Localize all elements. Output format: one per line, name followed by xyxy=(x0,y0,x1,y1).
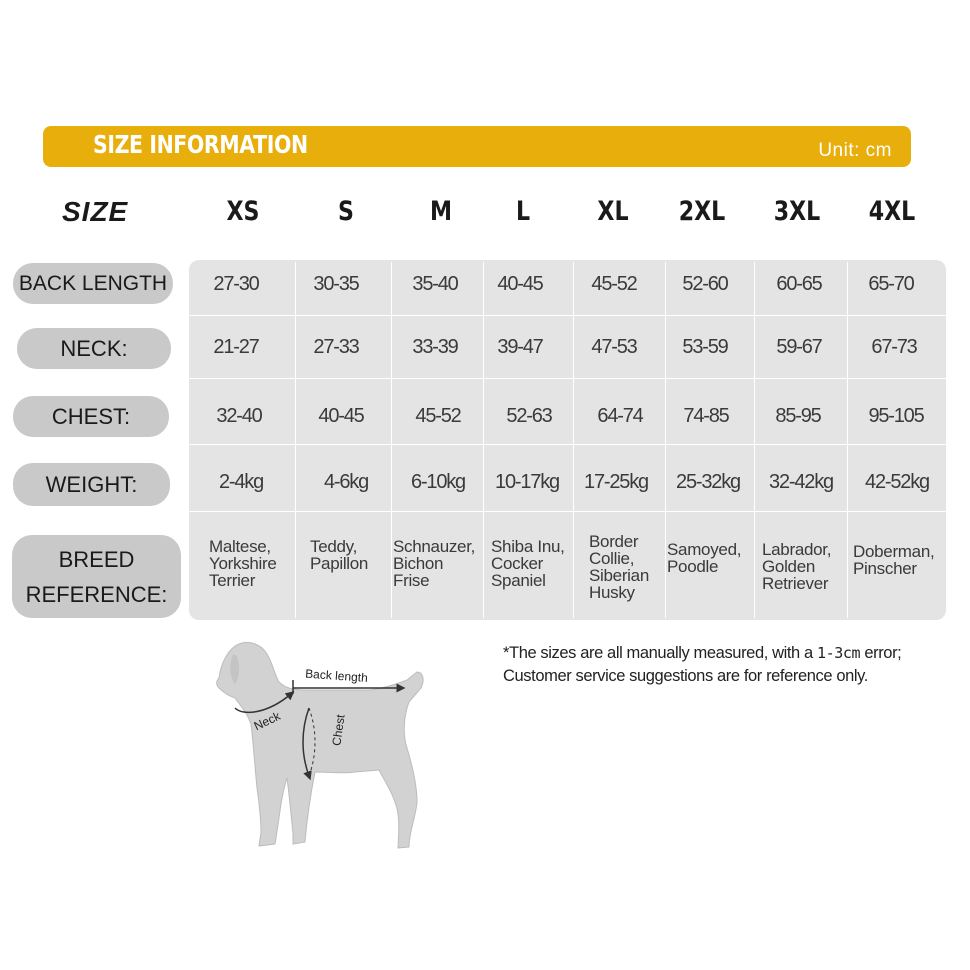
cell-chest-xl: 64-74 xyxy=(597,405,643,427)
row-label-text: WEIGHT: xyxy=(45,471,138,497)
size-head-4xl: 4XL xyxy=(868,196,916,227)
note-line-1 xyxy=(503,642,963,665)
row-label-text: BREED xyxy=(58,546,135,572)
size-head-s: S xyxy=(338,196,354,227)
breed-line: Pinscher xyxy=(853,559,917,578)
cell-back-xs: 27-30 xyxy=(213,273,259,295)
cell-neck-xl: 47-53 xyxy=(591,336,637,358)
cell-neck-2xl: 53-59 xyxy=(682,336,728,358)
breed-line: Labrador, xyxy=(762,540,832,559)
breed-s xyxy=(310,538,406,572)
breed-line: Bichon xyxy=(393,554,444,573)
banner-title: SIZE INFORMATION xyxy=(93,130,308,159)
cell-back-3xl: 60-65 xyxy=(776,273,822,295)
breed-line: Maltese, xyxy=(209,537,271,556)
dog-measurement-diagram xyxy=(195,632,445,857)
breed-line: Poodle xyxy=(667,557,719,576)
cell-back-xl: 45-52 xyxy=(591,273,637,295)
note-text: error; xyxy=(860,644,902,662)
cell-weight-s: 4-6kg xyxy=(323,471,369,493)
cell-back-m: 35-40 xyxy=(412,273,458,295)
breed-line: Spaniel xyxy=(491,571,546,590)
cell-chest-xs: 32-40 xyxy=(216,405,262,427)
cell-chest-l: 52-63 xyxy=(506,405,552,427)
breed-m xyxy=(393,538,489,589)
breed-line: Shiba Inu, xyxy=(491,537,565,556)
chest-label: Chest xyxy=(329,713,348,747)
breed-line: Golden xyxy=(762,557,816,576)
size-head-m: M xyxy=(429,196,453,227)
cell-neck-m: 33-39 xyxy=(412,336,458,358)
cell-weight-4xl: 42-52kg xyxy=(865,471,929,493)
cell-chest-2xl: 74-85 xyxy=(683,405,729,427)
neck-label: Neck xyxy=(251,708,283,734)
cell-weight-2xl: 25-32kg xyxy=(676,471,740,493)
row-label-text: BACK LENGTH xyxy=(18,271,168,295)
size-head-xs: XS xyxy=(226,196,260,227)
breed-line: Doberman, xyxy=(853,542,935,561)
breed-line: Siberian xyxy=(589,566,649,585)
row-divider xyxy=(189,378,946,379)
cell-chest-s: 40-45 xyxy=(318,405,364,427)
row-label-neck xyxy=(17,328,171,369)
row-divider xyxy=(189,315,946,316)
breed-xs xyxy=(209,538,305,589)
size-label: SIZE xyxy=(62,196,129,227)
breed-line: Retriever xyxy=(762,574,829,593)
row-label-text: NECK: xyxy=(60,335,128,361)
cell-weight-xs: 2-4kg xyxy=(218,471,264,493)
size-head-3xl: 3XL xyxy=(773,196,821,227)
breed-line: Papillon xyxy=(310,554,369,573)
breed-line: Border xyxy=(589,532,639,551)
cell-neck-s: 27-33 xyxy=(313,336,359,358)
breed-line: Schnauzer, xyxy=(393,537,476,556)
breed-line: Husky xyxy=(589,583,635,602)
breed-line: Samoyed, xyxy=(667,540,742,559)
breed-4xl xyxy=(853,543,949,577)
breed-line: Yorkshire xyxy=(209,554,277,573)
cell-weight-3xl: 32-42kg xyxy=(769,471,833,493)
cell-neck-l: 39-47 xyxy=(497,336,543,358)
cell-back-l: 40-45 xyxy=(497,273,543,295)
cell-neck-3xl: 59-67 xyxy=(776,336,822,358)
breed-line: Frise xyxy=(393,571,430,590)
cell-back-4xl: 65-70 xyxy=(868,273,914,295)
cell-neck-xs: 21-27 xyxy=(213,336,259,358)
row-label-breed-reference xyxy=(12,535,181,618)
row-label-text: REFERENCE: xyxy=(25,581,168,607)
cell-weight-m: 6-10kg xyxy=(411,471,465,493)
size-head-xl: XL xyxy=(597,196,629,227)
cell-neck-4xl: 67-73 xyxy=(871,336,917,358)
note-text: *The sizes are all manually measured, with a xyxy=(503,644,817,662)
cell-weight-l: 10-17kg xyxy=(495,471,559,493)
breed-3xl xyxy=(762,541,858,592)
back-length-label: Back length xyxy=(304,666,369,685)
cell-back-2xl: 52-60 xyxy=(682,273,728,295)
banner-unit: Unit: cm xyxy=(818,140,892,161)
note-error-range: 1-3cm xyxy=(816,644,861,662)
breed-2xl xyxy=(667,541,763,575)
cell-back-s: 30-35 xyxy=(313,273,359,295)
size-head-l: L xyxy=(515,196,531,227)
cell-weight-xl: 17-25kg xyxy=(584,471,648,493)
note-line-2: Customer service suggestions are for reference only. xyxy=(503,667,868,685)
row-label-chest xyxy=(13,396,169,437)
row-divider xyxy=(189,511,946,512)
breed-line: Cocker xyxy=(491,554,544,573)
cell-chest-3xl: 85-95 xyxy=(775,405,821,427)
breed-line: Terrier xyxy=(209,571,256,590)
breed-line: Teddy, xyxy=(310,537,358,556)
breed-line: Collie, xyxy=(589,549,635,568)
size-info-banner xyxy=(43,126,911,167)
cell-chest-4xl: 95-105 xyxy=(868,405,924,427)
row-divider xyxy=(189,444,946,445)
row-label-weight xyxy=(13,463,170,506)
measurement-note xyxy=(503,642,963,688)
size-head-2xl: 2XL xyxy=(678,196,726,227)
breed-l xyxy=(491,538,587,589)
row-label-back-length xyxy=(13,263,173,304)
cell-chest-m: 45-52 xyxy=(415,405,461,427)
row-label-text: CHEST: xyxy=(51,403,131,429)
